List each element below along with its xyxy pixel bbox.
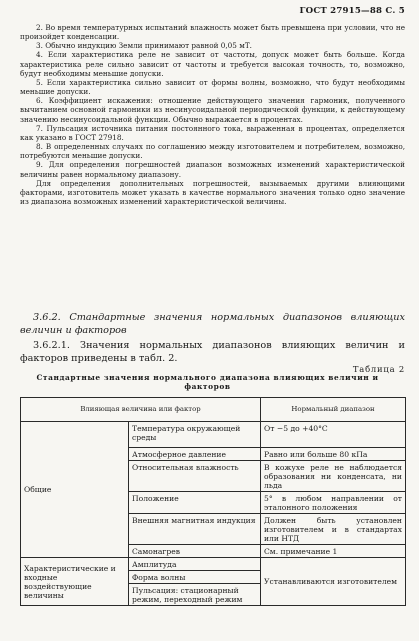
group-input: Характеристические и входные воздействующие величины	[21, 558, 129, 606]
influence-table	[20, 397, 406, 606]
range-cell: См. примечание 1	[261, 545, 406, 558]
note-item: 2. Во время температурных испытаний влажность может быть превышена при условии, что не произойдет конденсации.	[20, 23, 405, 42]
header-range: Нормальный диапазон	[261, 398, 406, 422]
factor-cell: Относительная влажность	[129, 461, 261, 492]
factor-cell: Пульсация: стационарный режим, переходный режим	[129, 584, 261, 606]
note-item: Для определения дополнительных погрешностей, вызываемых другими влияющими факторами, изготовитель может указать в качестве нормального значения только одно значение из диапазона возможных изменений характеристической величины.	[20, 178, 405, 206]
factor-cell: Атмосферное давление	[129, 448, 261, 461]
note-item: 9. Для определения погрешностей диапазон возможных изменений характеристической величины равен нормальному диапазону.	[20, 160, 405, 179]
table-row	[21, 422, 406, 448]
table-label: Таблица 2	[352, 364, 405, 374]
range-cell: От −5 до +40°С	[261, 422, 406, 448]
factor-cell: Положение	[129, 492, 261, 514]
note-item: 5. Если характеристика сильно зависит от формы волны, возможно, что будут необходимы меньшие допуски.	[20, 77, 405, 97]
table-row	[21, 558, 406, 571]
notes-block	[20, 23, 405, 206]
header-factor: Влияющая величина или фактор	[21, 398, 261, 422]
range-cell: Должен быть установлен изготовителем и в стандартах или НТД	[261, 514, 406, 545]
range-cell: Равно или больше 80 кПа	[261, 448, 406, 461]
range-cell: В кожухе реле не наблюдается образования ни конденсата, ни льда	[261, 461, 406, 492]
note-item: 7. Пульсация источника питания постоянного тока, выраженная в процентах, определяется как указано в ГОСТ 27918.	[20, 123, 405, 142]
group-general: Общие	[21, 422, 129, 558]
factor-cell: Форма волны	[129, 571, 261, 584]
factor-cell: Амплитуда	[129, 558, 261, 571]
table-title: Стандартные значения нормального диапазона влияющих величин и факторов	[36, 373, 379, 392]
page-header: ГОСТ 27915—88 С. 5	[299, 6, 405, 16]
section-paragraph	[20, 339, 405, 366]
section-heading-text: 3.6.2. Стандартные значения нормальных диапазонов влияющих величин и факторов	[20, 312, 405, 337]
factor-cell: Самонагрев	[129, 545, 261, 558]
section-heading	[20, 311, 405, 338]
note-item: 3. Обычно индукцию Земли принимают равной 0,05 мТ.	[36, 41, 252, 51]
range-cell: 5° в любом направлении от эталонного положения	[261, 492, 406, 514]
note-item: 4. Если характеристика реле не зависит от частоты, допуск может быть больше. Когда характеристика реле сильно зависит от частоты и требуется высокая точность, то, возможно, будут необходимы меньшие допуски.	[20, 50, 405, 78]
range-cell-merged: Устанавливаются изготовителем	[261, 558, 406, 606]
table-header-row	[21, 398, 406, 422]
note-item: 6. Коэффициент искажения: отношение действующего значения гармоник, полученного вычитанием основной гармоники из несинусоидальной периодической функции, к действующему значению несинусоидальной функции. Обычно выражается в процентах.	[20, 96, 405, 124]
note-item: 8. В определенных случаях по соглашению между изготовителем и потребителем, возможно, потребуются меньшие допуски.	[20, 142, 405, 161]
factor-cell: Внешняя магнитная индукция	[129, 514, 261, 545]
section-paragraph-text: 3.6.2.1. Значения нормальных диапазонов влияющих величин и факторов приведены в табл. 2.	[20, 340, 405, 365]
factor-cell: Температура окружающей среды	[129, 422, 261, 448]
